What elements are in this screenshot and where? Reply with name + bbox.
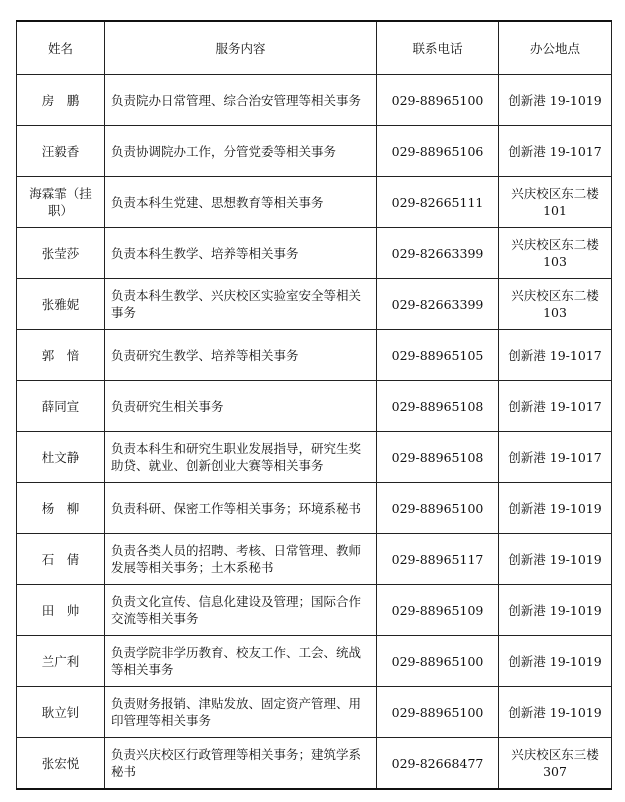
- cell-phone: 029-82663399: [377, 228, 499, 279]
- cell-phone: 029-88965100: [377, 687, 499, 738]
- table-row: [17, 585, 612, 636]
- cell-phone: 029-82668477: [377, 738, 499, 790]
- cell-office: 创新港 19-1019: [499, 534, 612, 585]
- cell-name: 郭 愔: [17, 330, 105, 381]
- table-row: [17, 279, 612, 330]
- table-row: [17, 75, 612, 126]
- cell-name: 张莹莎: [17, 228, 105, 279]
- cell-service: 负责本科生党建、思想教育等相关事务: [105, 177, 377, 228]
- cell-name: 张宏悦: [17, 738, 105, 790]
- cell-phone: 029-88965108: [377, 381, 499, 432]
- cell-office: 兴庆校区东二楼 103: [499, 228, 612, 279]
- cell-service: 负责文化宣传、信息化建设及管理；国际合作交流等相关事务: [105, 585, 377, 636]
- cell-service: 负责本科生和研究生职业发展指导，研究生奖助贷、就业、创新创业大赛等相关事务: [105, 432, 377, 483]
- cell-office: 创新港 19-1019: [499, 585, 612, 636]
- cell-name: 田 帅: [17, 585, 105, 636]
- cell-phone: 029-88965106: [377, 126, 499, 177]
- table-row: [17, 432, 612, 483]
- cell-office: 创新港 19-1019: [499, 483, 612, 534]
- cell-office: 兴庆校区东三楼 307: [499, 738, 612, 790]
- cell-office: 创新港 19-1017: [499, 330, 612, 381]
- cell-name: 杨 柳: [17, 483, 105, 534]
- cell-service: 负责研究生教学、培养等相关事务: [105, 330, 377, 381]
- header-office: 办公地点: [499, 21, 612, 75]
- cell-name: 石 倩: [17, 534, 105, 585]
- header-phone: 联系电话: [377, 21, 499, 75]
- cell-service: 负责兴庆校区行政管理等相关事务；建筑学系秘书: [105, 738, 377, 790]
- cell-office: 兴庆校区东二楼 101: [499, 177, 612, 228]
- cell-service: 负责院办日常管理、综合治安管理等相关事务: [105, 75, 377, 126]
- cell-name: 耿立钊: [17, 687, 105, 738]
- cell-name: 房 鹏: [17, 75, 105, 126]
- cell-service: 负责协调院办工作，分管党委等相关事务: [105, 126, 377, 177]
- cell-name: 汪毅香: [17, 126, 105, 177]
- table-row: [17, 636, 612, 687]
- header-name: 姓名: [17, 21, 105, 75]
- cell-name: 兰广利: [17, 636, 105, 687]
- table-row: [17, 738, 612, 790]
- cell-phone: 029-88965117: [377, 534, 499, 585]
- cell-service: 负责研究生相关事务: [105, 381, 377, 432]
- cell-phone: 029-82665111: [377, 177, 499, 228]
- cell-phone: 029-88965109: [377, 585, 499, 636]
- cell-phone: 029-88965100: [377, 483, 499, 534]
- cell-office: 创新港 19-1019: [499, 636, 612, 687]
- staff-service-table: [16, 20, 612, 790]
- table-row: [17, 381, 612, 432]
- cell-name: 张雅妮: [17, 279, 105, 330]
- cell-office: 创新港 19-1019: [499, 687, 612, 738]
- cell-service: 负责财务报销、津贴发放、固定资产管理、用印管理等相关事务: [105, 687, 377, 738]
- table-row: [17, 177, 612, 228]
- table-header-row: [17, 21, 612, 75]
- cell-name: 海霖霏（挂职）: [17, 177, 105, 228]
- cell-phone: 029-82663399: [377, 279, 499, 330]
- header-service: 服务内容: [105, 21, 377, 75]
- cell-office: 创新港 19-1017: [499, 126, 612, 177]
- cell-phone: 029-88965105: [377, 330, 499, 381]
- cell-phone: 029-88965108: [377, 432, 499, 483]
- table-row: [17, 126, 612, 177]
- cell-office: 创新港 19-1017: [499, 381, 612, 432]
- cell-office: 创新港 19-1017: [499, 432, 612, 483]
- cell-phone: 029-88965100: [377, 75, 499, 126]
- table-row: [17, 534, 612, 585]
- table-row: [17, 228, 612, 279]
- cell-phone: 029-88965100: [377, 636, 499, 687]
- table-row: [17, 330, 612, 381]
- table-row: [17, 483, 612, 534]
- cell-service: 负责本科生教学、兴庆校区实验室安全等相关事务: [105, 279, 377, 330]
- cell-service: 负责学院非学历教育、校友工作、工会、统战等相关事务: [105, 636, 377, 687]
- cell-office: 兴庆校区东二楼 103: [499, 279, 612, 330]
- cell-name: 杜文静: [17, 432, 105, 483]
- cell-service: 负责各类人员的招聘、考核、日常管理、教师发展等相关事务；土木系秘书: [105, 534, 377, 585]
- cell-service: 负责本科生教学、培养等相关事务: [105, 228, 377, 279]
- table-row: [17, 687, 612, 738]
- cell-service: 负责科研、保密工作等相关事务；环境系秘书: [105, 483, 377, 534]
- cell-name: 薛同宣: [17, 381, 105, 432]
- cell-office: 创新港 19-1019: [499, 75, 612, 126]
